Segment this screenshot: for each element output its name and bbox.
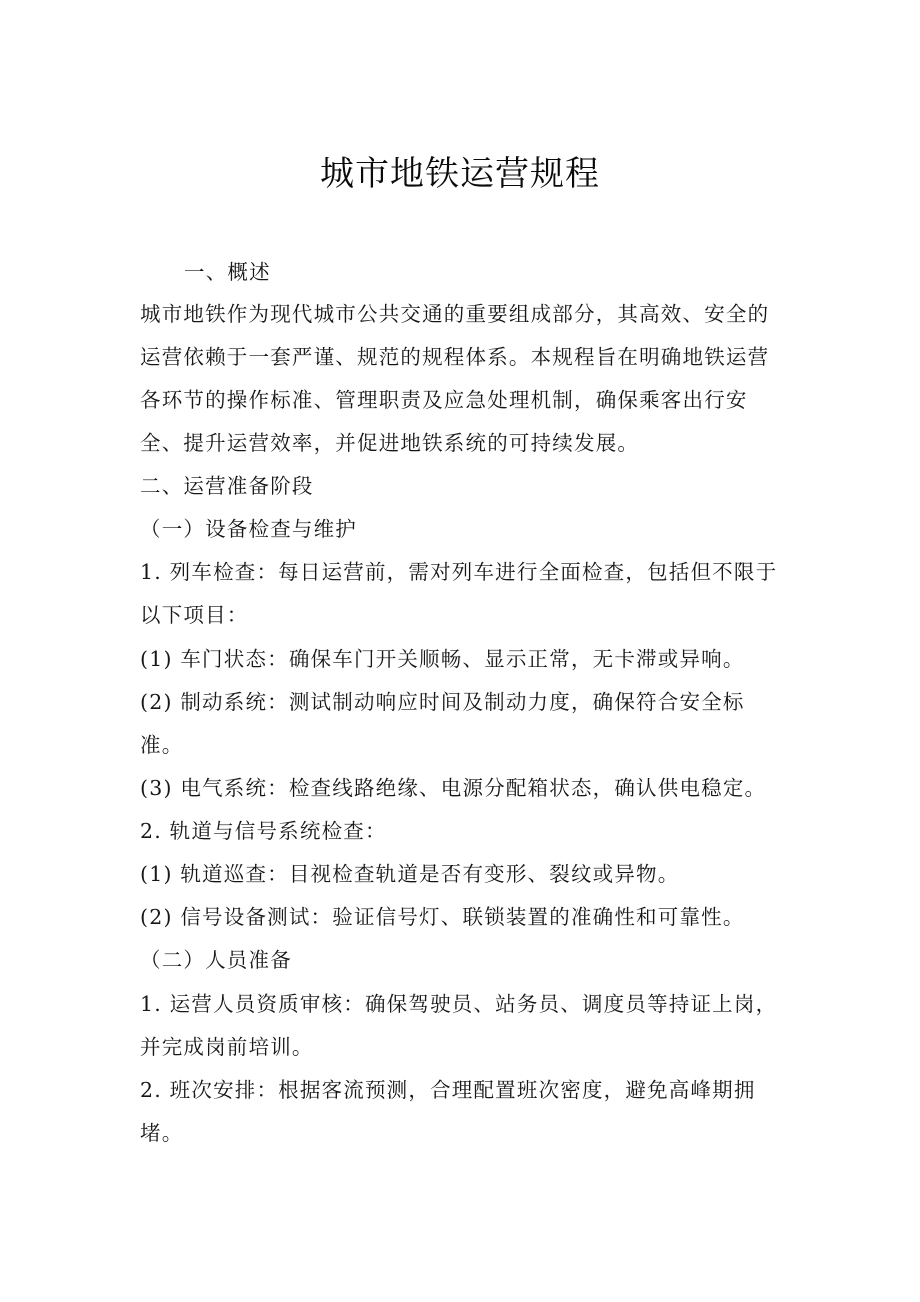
paragraph-line: 全、提升运营效率，并促进地铁系统的可持续发展。	[140, 431, 640, 455]
subsection-heading-personnel: （二）人员准备	[140, 948, 292, 972]
sub-list-item: (1) 车门状态：确保车门开关顺畅、显示正常，无卡滞或异响。	[140, 647, 745, 671]
sub-list-item: (1) 轨道巡查：目视检查轨道是否有变形、裂纹或异物。	[140, 862, 680, 886]
list-item: 1. 运营人员资质审核：确保驾驶员、站务员、调度员等持证上岗，	[140, 992, 778, 1016]
paragraph-line: 运营依赖于一套严谨、规范的规程体系。本规程旨在明确地铁运营	[140, 345, 770, 369]
subsection-heading-equipment: （一）设备检查与维护	[140, 517, 357, 541]
section-heading-overview: 一、概述	[184, 260, 271, 284]
sub-list-item: (2) 制动系统：测试制动响应时间及制动力度，确保符合安全标	[140, 690, 745, 714]
list-item-continuation: 堵。	[140, 1121, 184, 1145]
sub-list-item: (2) 信号设备测试：验证信号灯、联锁装置的准确性和可靠性。	[140, 905, 745, 929]
list-item: 2. 轨道与信号系统检查：	[140, 819, 387, 843]
paragraph-line: 各环节的操作标准、管理职责及应急处理机制，确保乘客出行安	[140, 388, 748, 412]
document-title: 城市地铁运营规程	[320, 154, 600, 194]
sub-list-item: (3) 电气系统：检查线路绝缘、电源分配箱状态，确认供电稳定。	[140, 776, 767, 800]
section-heading-preparation: 二、运营准备阶段	[140, 474, 314, 498]
list-item-continuation: 以下项目：	[140, 603, 249, 627]
paragraph-line: 城市地铁作为现代城市公共交通的重要组成部分，其高效、安全的	[140, 302, 770, 326]
list-item: 2. 班次安排：根据客流预测，合理配置班次密度，避免高峰期拥	[140, 1078, 756, 1102]
sub-list-item-continuation: 准。	[140, 733, 184, 757]
list-item: 1. 列车检查：每日运营前，需对列车进行全面检查，包括但不限于	[140, 560, 778, 584]
list-item-continuation: 并完成岗前培训。	[140, 1035, 314, 1059]
